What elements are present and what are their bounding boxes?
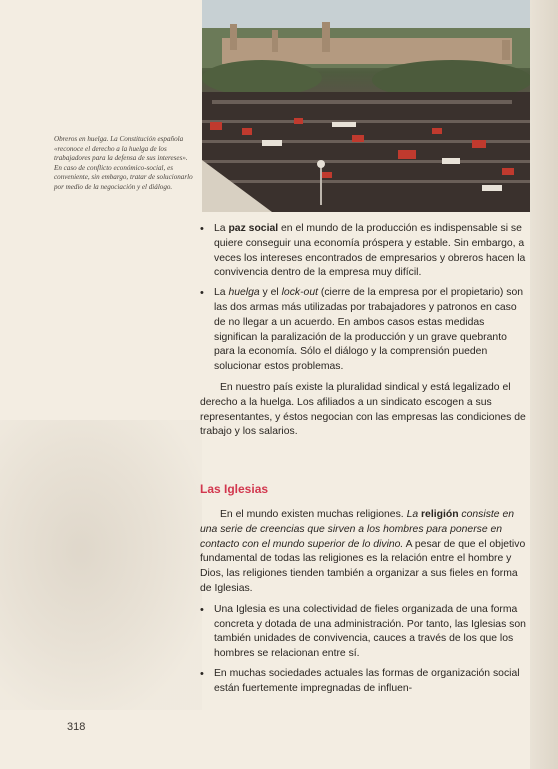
page-number: 318 xyxy=(67,721,86,733)
bullet-icon: • xyxy=(200,287,204,300)
page-edge xyxy=(530,0,558,769)
paragraph-religion: En el mundo existen muchas religiones. La religión consiste en una serie de creencias que sirven a los hombres para ponerse en contacto con el mundo superior de lo divino. A pesar de que el objetivo fundamental de todas las religiones es la relación entre el hombre y Dios, las religiones tienden también a organizar a sus fieles en forma de Iglesias. xyxy=(200,509,526,594)
bullet-text-iglesia: Una Iglesia es una colectividad de fieles organizada de una forma concreta y dotada de una administración. Por tanto, las Iglesias son también unidades de convivencia, cauces a través de los que los hombres se relacionan entre sí. xyxy=(214,603,526,660)
faded-background-image xyxy=(0,420,202,710)
bullet-icon: • xyxy=(200,667,204,680)
bullet-text-huelga: La huelga y el lock-out (cierre de la empresa por el propietario) son las dos armas más utilizadas por trabajadores y patronos en caso de no llegar a un acuerdo. En ambos casos estas medidas significan la paralización de la producción y un grave quebranto para la economía. Sólo el diálogo y la comprensión pueden solucionar estos problemas. xyxy=(214,287,524,373)
photo-caption: Obreros en huelga. La Constitución española «reconoce el derecho a la huelga de los trabajadores para la defensa de sus intereses». En caso de conflicto económico-social, es conveniente, sin embargo, tratar de solucionarlo por medio de la negociación y el diálogo. xyxy=(54,135,193,191)
bullet-text-sociedades: En muchas sociedades actuales las formas de organización social están fuertemente impregnadas de influen- xyxy=(214,667,520,694)
section-heading: Las Iglesias xyxy=(200,482,269,496)
bullet-icon: • xyxy=(200,223,204,235)
list-item xyxy=(200,286,530,375)
list-item xyxy=(200,603,530,662)
list-item xyxy=(200,667,530,697)
paragraph-sindical: En nuestro país existe la pluralidad sindical y está legalizado el derecho a la huelga. Los afiliados a un sindicato escogen a sus representantes, y éstos negocian con las empresas las condiciones de trabajo y los salarios. xyxy=(200,381,526,438)
bullet-text-paz-social: La paz social en el mundo de la producción es indispensable si se quiere conseguir una economía próspera y estable. Sin embargo, a veces los intereses encontrados de empresarios y obreros hacen la convivencia dentro de la empresa muy difícil. xyxy=(214,223,526,279)
bullet-list-top xyxy=(200,222,530,440)
list-item xyxy=(200,222,530,281)
bullet-icon: • xyxy=(200,603,204,616)
photo-strike-crowd-icon xyxy=(202,0,530,212)
section-body xyxy=(200,508,530,697)
strike-photo xyxy=(202,0,530,212)
